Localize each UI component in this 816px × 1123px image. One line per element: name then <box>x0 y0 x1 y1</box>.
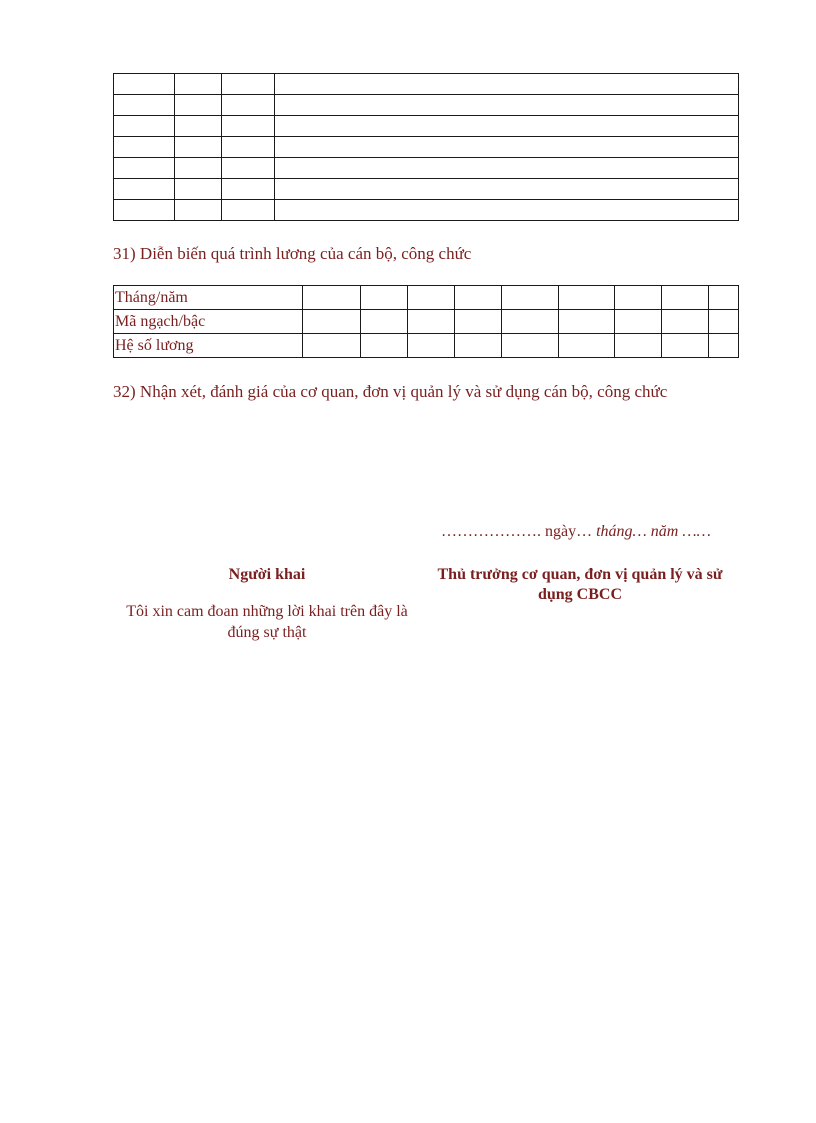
table-cell[interactable] <box>275 179 739 200</box>
table-cell[interactable] <box>222 158 275 179</box>
table-row <box>114 179 739 200</box>
table-cell[interactable] <box>222 200 275 221</box>
table-cell[interactable] <box>455 286 502 310</box>
table-cell[interactable] <box>275 158 739 179</box>
table-cell[interactable] <box>114 158 175 179</box>
table-row <box>114 74 739 95</box>
table-cell[interactable] <box>455 334 502 358</box>
table-cell[interactable] <box>114 200 175 221</box>
table-cell[interactable] <box>662 334 709 358</box>
table-cell[interactable] <box>615 310 662 334</box>
table-cell[interactable] <box>275 116 739 137</box>
table-cell[interactable] <box>408 310 455 334</box>
table-cell[interactable] <box>615 334 662 358</box>
table-cell[interactable] <box>175 179 222 200</box>
table-cell[interactable] <box>502 286 559 310</box>
declarant-title: Người khai <box>228 566 306 583</box>
table-cell[interactable] <box>222 74 275 95</box>
table-cell[interactable] <box>303 334 361 358</box>
table-cell[interactable] <box>502 334 559 358</box>
declarant-signature-block <box>113 565 421 643</box>
date-line-day: ………………. ngày… <box>441 523 597 540</box>
date-line <box>441 523 711 541</box>
table-cell[interactable] <box>222 179 275 200</box>
table-cell[interactable] <box>114 116 175 137</box>
table-cell[interactable] <box>303 286 361 310</box>
row-label: Hệ số lương <box>114 334 303 358</box>
table-cell[interactable] <box>175 200 222 221</box>
head-of-agency-signature-block <box>421 565 739 605</box>
table-cell[interactable] <box>175 137 222 158</box>
table-cell[interactable] <box>408 286 455 310</box>
table-cell[interactable] <box>662 310 709 334</box>
table-cell[interactable] <box>275 74 739 95</box>
previous-section-table <box>113 73 739 221</box>
table-cell[interactable] <box>175 158 222 179</box>
table-cell[interactable] <box>455 310 502 334</box>
table-row <box>114 95 739 116</box>
table-cell[interactable] <box>275 200 739 221</box>
table-row <box>114 158 739 179</box>
table-row <box>114 116 739 137</box>
table-cell[interactable] <box>114 137 175 158</box>
table-row <box>114 200 739 221</box>
table-cell[interactable] <box>222 137 275 158</box>
table-cell[interactable] <box>275 137 739 158</box>
table-cell[interactable] <box>114 179 175 200</box>
table-cell[interactable] <box>361 310 408 334</box>
table-cell[interactable] <box>361 286 408 310</box>
table-cell[interactable] <box>114 74 175 95</box>
table-cell[interactable] <box>114 95 175 116</box>
table-cell[interactable] <box>662 286 709 310</box>
salary-row-month-year <box>114 286 739 310</box>
table-cell[interactable] <box>709 286 739 310</box>
table-cell[interactable] <box>709 334 739 358</box>
table-cell[interactable] <box>502 310 559 334</box>
table-cell[interactable] <box>559 334 615 358</box>
table-cell[interactable] <box>709 310 739 334</box>
table-cell[interactable] <box>303 310 361 334</box>
date-line-month-year: tháng… năm …… <box>596 523 711 540</box>
salary-row-grade-code <box>114 310 739 334</box>
section-32-heading: 32) Nhận xét, đánh giá của cơ quan, đơn vị quản lý và sử dụng cán bộ, công chức <box>113 382 668 401</box>
table-cell[interactable] <box>275 95 739 116</box>
table-cell[interactable] <box>559 310 615 334</box>
head-of-agency-title: Thủ trưởng cơ quan, đơn vị quản lý và sử dụng CBCC <box>437 566 723 603</box>
table-cell[interactable] <box>222 116 275 137</box>
section-31-heading: 31) Diễn biến quá trình lương của cán bộ, công chức <box>113 244 472 263</box>
salary-history-table <box>113 285 739 358</box>
table-cell[interactable] <box>361 334 408 358</box>
salary-row-coefficient <box>114 334 739 358</box>
table-cell[interactable] <box>175 95 222 116</box>
table-row <box>114 137 739 158</box>
table-cell[interactable] <box>408 334 455 358</box>
row-label: Mã ngạch/bậc <box>114 310 303 334</box>
table-cell[interactable] <box>175 116 222 137</box>
table-cell[interactable] <box>222 95 275 116</box>
table-cell[interactable] <box>615 286 662 310</box>
declarant-commitment: Tôi xin cam đoan những lời khai trên đây là đúng sự thật <box>126 603 408 641</box>
table-cell[interactable] <box>559 286 615 310</box>
row-label: Tháng/năm <box>114 286 303 310</box>
table-cell[interactable] <box>175 74 222 95</box>
